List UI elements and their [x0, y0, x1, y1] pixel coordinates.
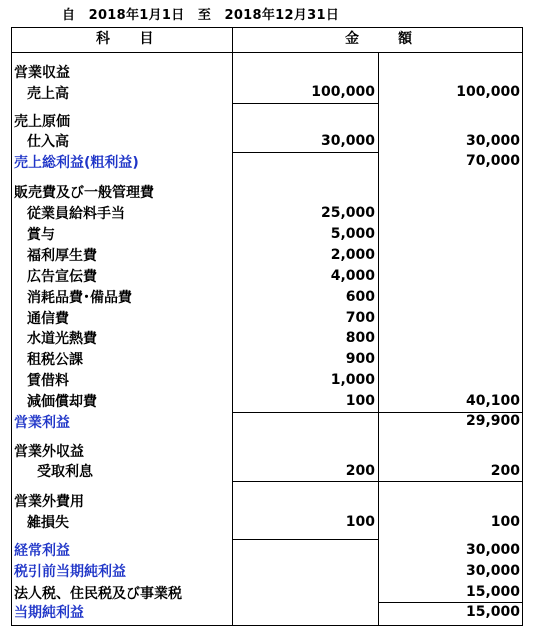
amount-col1: 700 — [345, 310, 375, 326]
row-label: 営業外収益 — [14, 444, 84, 460]
row-label: 通信費 — [27, 311, 69, 327]
amount-col1: 100,000 — [311, 84, 375, 100]
amount-col1: 30,000 — [320, 133, 375, 149]
row-label: 営業利益 — [14, 415, 70, 431]
amount-col2: 100 — [490, 514, 520, 530]
table-right-border — [522, 27, 523, 626]
table-top-border — [11, 27, 523, 28]
row-label: 賞与 — [27, 227, 55, 243]
amount-col2: 30,000 — [465, 133, 520, 149]
total-line — [378, 602, 522, 603]
amount-col2: 200 — [490, 463, 520, 479]
row-label: 受取利息 — [37, 464, 93, 480]
amount-column-divider — [378, 52, 379, 626]
row-label: 販売費及び一般管理費 — [14, 185, 154, 201]
row-label: 営業収益 — [14, 65, 70, 81]
header-account: 科 目 — [96, 31, 154, 47]
row-label: 減価償却費 — [27, 394, 97, 410]
header-bottom-border — [11, 52, 523, 53]
amount-col2: 15,000 — [465, 584, 520, 600]
amount-col2: 70,000 — [465, 153, 520, 169]
row-label: 当期純利益 — [14, 605, 84, 621]
row-label: 消耗品費･備品費 — [27, 290, 132, 306]
header-amount-2: 額 — [398, 31, 413, 47]
row-label: 租税公課 — [27, 352, 83, 368]
amount-col1: 900 — [345, 351, 375, 367]
subtotal-line — [232, 539, 378, 540]
amount-col1: 800 — [345, 330, 375, 346]
amount-col2: 30,000 — [465, 542, 520, 558]
amount-col1: 100 — [345, 393, 375, 409]
row-label: 法人税、住民税及び事業税 — [14, 586, 182, 602]
header-amount-1: 金 — [345, 31, 360, 47]
amount-col1: 4,000 — [330, 268, 375, 284]
amount-col2: 100,000 — [456, 84, 520, 100]
amount-col1: 200 — [345, 463, 375, 479]
subtotal-line — [232, 152, 378, 153]
row-label: 雑損失 — [27, 515, 69, 531]
amount-col1: 25,000 — [320, 205, 375, 221]
row-label: 売上総利益(粗利益) — [14, 155, 139, 171]
subtotal-line — [232, 481, 523, 482]
table-bottom-border — [11, 625, 523, 626]
table-left-border — [11, 27, 12, 626]
amount-col1: 100 — [345, 514, 375, 530]
row-label: 賃借料 — [27, 373, 69, 389]
amount-col2: 40,100 — [465, 393, 520, 409]
account-column-divider — [232, 27, 233, 626]
row-label: 営業外費用 — [14, 494, 84, 510]
amount-col1: 1,000 — [330, 372, 375, 388]
row-label: 広告宣伝費 — [27, 269, 97, 285]
amount-col1: 2,000 — [330, 247, 375, 263]
row-label: 売上高 — [27, 86, 69, 102]
amount-col2: 29,900 — [465, 413, 520, 429]
amount-col2: 15,000 — [465, 604, 520, 620]
period-label: 自 2018年1月1日 至 2018年12月31日 — [62, 8, 340, 23]
amount-col1: 600 — [345, 289, 375, 305]
row-label: 経常利益 — [14, 543, 70, 559]
amount-col2: 30,000 — [465, 563, 520, 579]
row-label: 仕入高 — [27, 134, 69, 150]
amount-col1: 5,000 — [330, 226, 375, 242]
row-label: 福利厚生費 — [27, 248, 97, 264]
row-label: 売上原価 — [14, 114, 70, 130]
row-label: 税引前当期純利益 — [14, 564, 126, 580]
subtotal-line — [232, 103, 378, 104]
row-label: 水道光熱費 — [27, 331, 97, 347]
row-label: 従業員給料手当 — [27, 206, 125, 222]
